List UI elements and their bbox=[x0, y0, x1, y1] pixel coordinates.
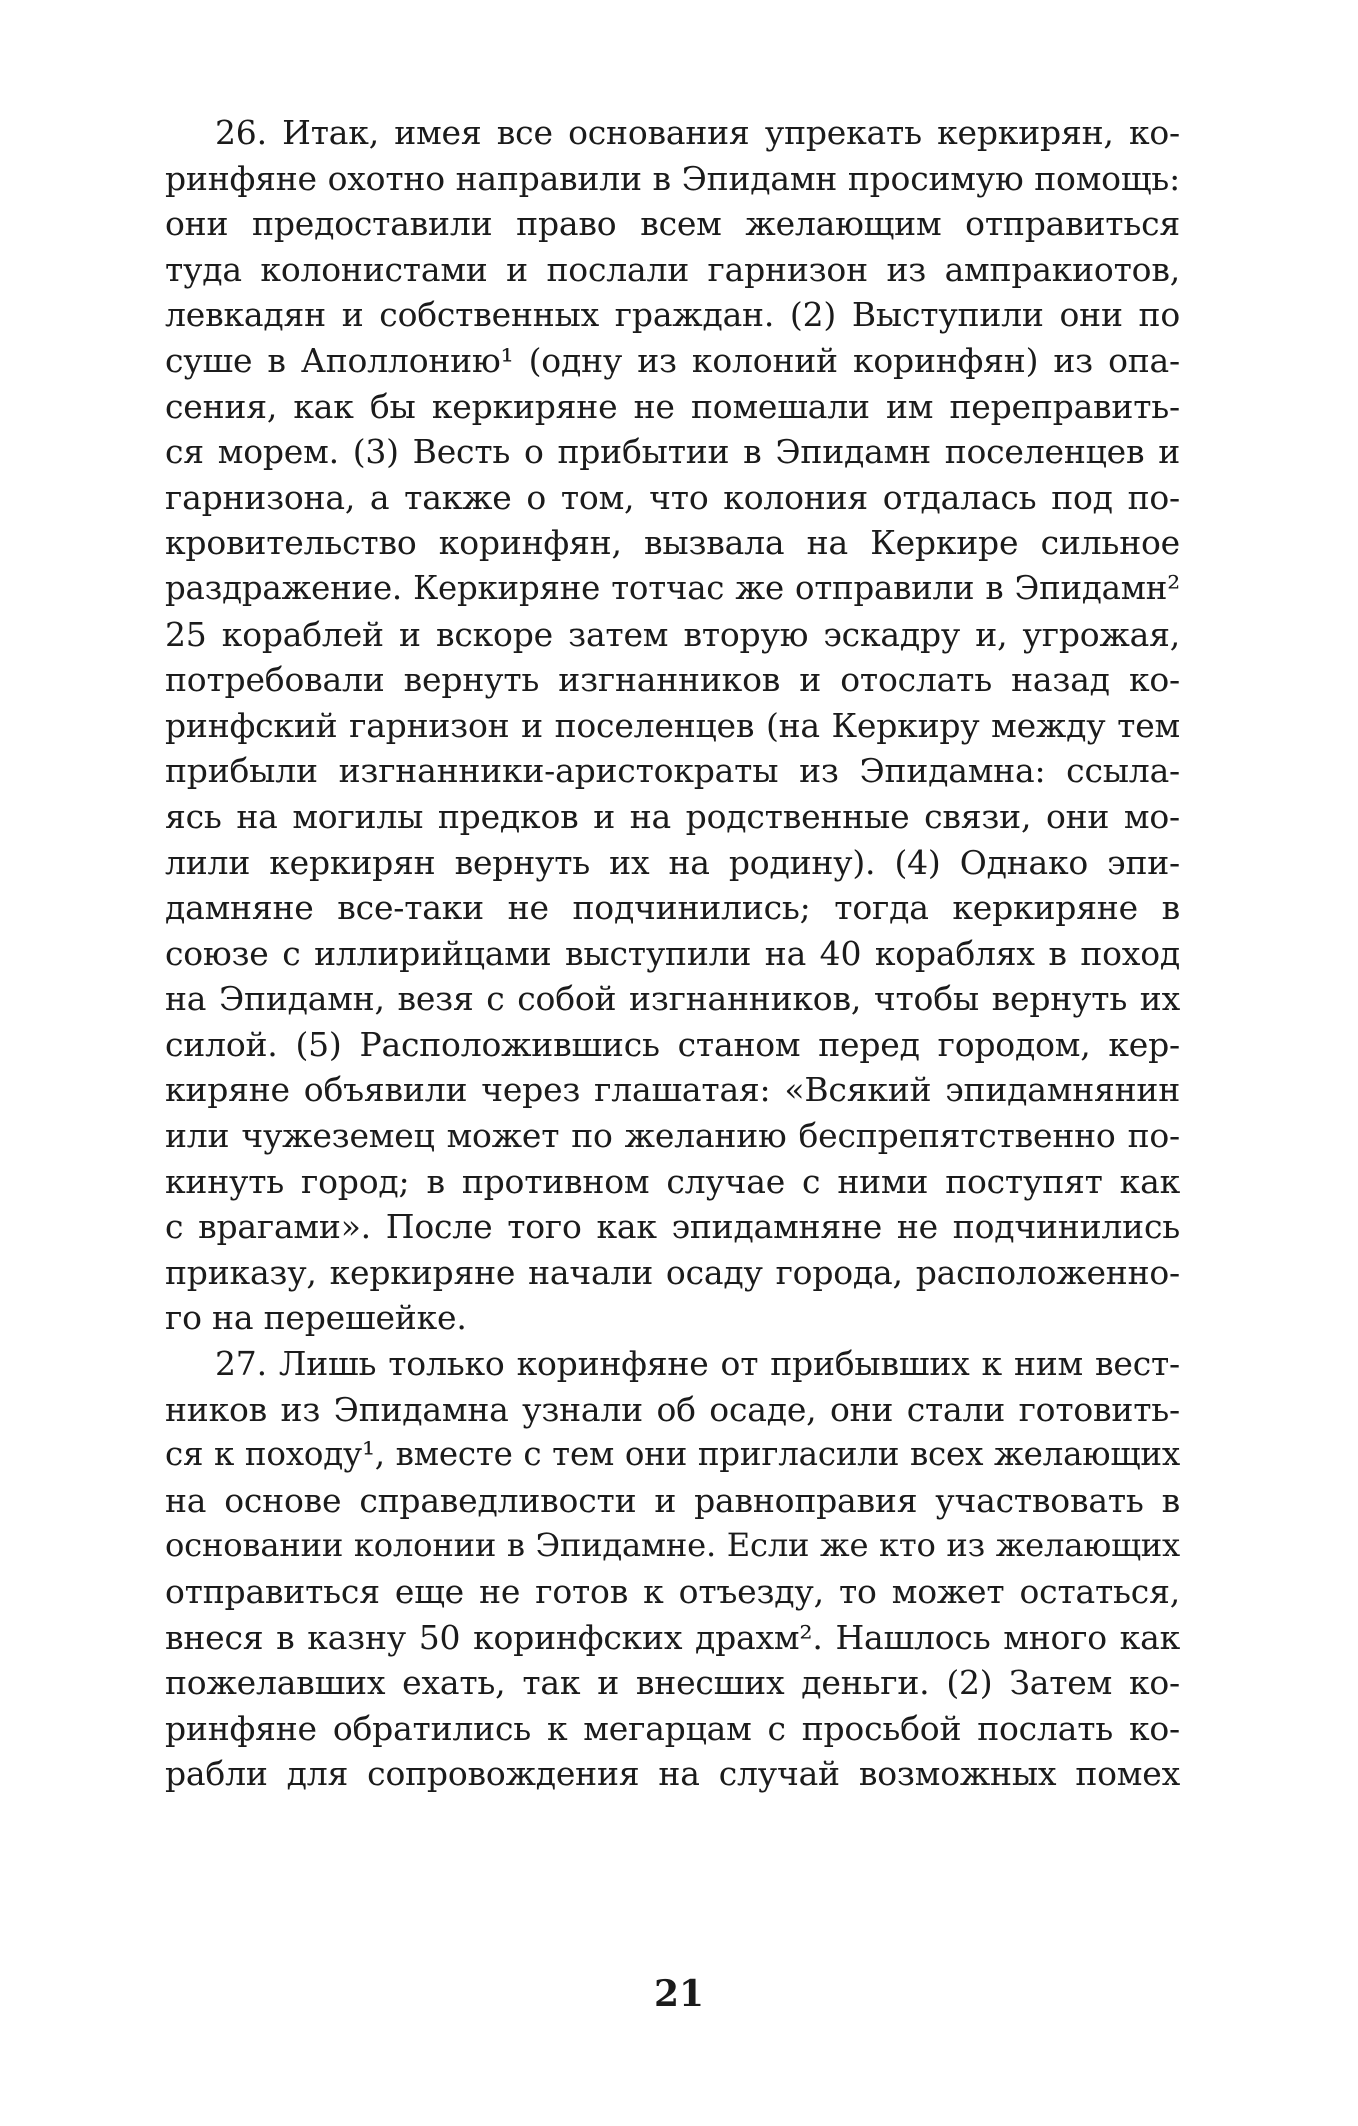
text-line: кровительство коринфян, вызвала на Керкире сильное bbox=[165, 523, 1180, 563]
text-line: они предоставили право всем желающим отправиться bbox=[165, 204, 1180, 244]
page-number: 21 bbox=[653, 1973, 705, 2015]
text-line: 27. Лишь только коринфяне от прибывших к ним вест- bbox=[215, 1344, 1180, 1384]
text-line: туда колонистами и послали гарнизон из ампракиотов, bbox=[165, 249, 1180, 289]
text-line: ясь на могилы предков и на родственные связи, они мо- bbox=[165, 796, 1180, 836]
text-line: рабли для сопровождения на случай возможных помех bbox=[165, 1754, 1180, 1794]
text-line: ринфский гарнизон и поселенцев (на Керкиру между тем bbox=[165, 705, 1180, 745]
text-line: силой. (5) Расположившись станом перед городом, кер- bbox=[165, 1024, 1180, 1064]
text-line: дамняне все-таки не подчинились; тогда керкиряне в bbox=[165, 888, 1180, 928]
text-line: 25 кораблей и вскоре затем вторую эскадру и, угрожая, bbox=[165, 614, 1180, 654]
text-line: приказу, керкиряне начали осаду города, расположенно- bbox=[165, 1252, 1180, 1292]
text-line: или чужеземец может по желанию беспрепятственно по- bbox=[165, 1116, 1180, 1156]
text-line: на основе справедливости и равноправия участвовать в bbox=[165, 1480, 1180, 1520]
text-line: прибыли изгнанники-аристократы из Эпидамна: ссыла- bbox=[165, 751, 1180, 791]
text-line: на Эпидамн, везя с собой изгнанников, чтобы вернуть их bbox=[165, 979, 1180, 1019]
text-line: ся морем. (3) Весть о прибытии в Эпидамн поселенцев и bbox=[165, 432, 1180, 472]
text-line: союзе с иллирийцами выступили на 40 кораблях в поход bbox=[165, 933, 1180, 973]
text-line: кинуть город; в противном случае с ними поступят как bbox=[165, 1161, 1180, 1201]
text-line: ся к походу¹, вместе с тем они пригласили всех желающих bbox=[165, 1435, 1180, 1474]
text-line: гарнизона, а также о том, что колония отдалась под по- bbox=[165, 477, 1180, 517]
text-line: киряне объявили через глашатая: «Всякий эпидамнянин bbox=[165, 1070, 1180, 1110]
text-line: внеся в казну 50 коринфских драхм². Нашлось много как bbox=[165, 1617, 1180, 1657]
text-line: суше в Аполлонию¹ (одну из колоний коринфян) из опа- bbox=[165, 340, 1180, 380]
text-line: потребовали вернуть изгнанников и отослать назад ко- bbox=[165, 660, 1180, 700]
text-line: лили керкирян вернуть их на родину). (4) Однако эпи- bbox=[165, 842, 1180, 882]
text-line: левкадян и собственных граждан. (2) Выступили они по bbox=[165, 295, 1180, 335]
text-line: основании колонии в Эпидамне. Если же кто из желающих bbox=[165, 1526, 1180, 1565]
text-line: ринфяне охотно направили в Эпидамн просимую помощь: bbox=[165, 158, 1180, 198]
text-line: с врагами». После того как эпидамняне не подчинились bbox=[165, 1207, 1180, 1247]
text-line: пожелавших ехать, так и внесших деньги. (2) Затем ко- bbox=[165, 1663, 1180, 1703]
text-line: отправиться еще не готов к отъезду, то может остаться, bbox=[165, 1572, 1180, 1611]
body-text bbox=[165, 110, 1180, 1797]
text-line: сения, как бы керкиряне не помешали им переправить- bbox=[165, 386, 1180, 426]
text-line: ринфяне обратились к мегарцам с просьбой послать ко- bbox=[165, 1708, 1180, 1748]
text-line: го на перешейке. bbox=[165, 1298, 467, 1338]
text-line: ников из Эпидамна узнали об осаде, они стали готовить- bbox=[165, 1389, 1180, 1429]
text-line: 26. Итак, имея все основания упрекать керкирян, ко- bbox=[215, 113, 1180, 152]
text-line: раздражение. Керкиряне тотчас же отправили в Эпидамн² bbox=[165, 568, 1180, 607]
